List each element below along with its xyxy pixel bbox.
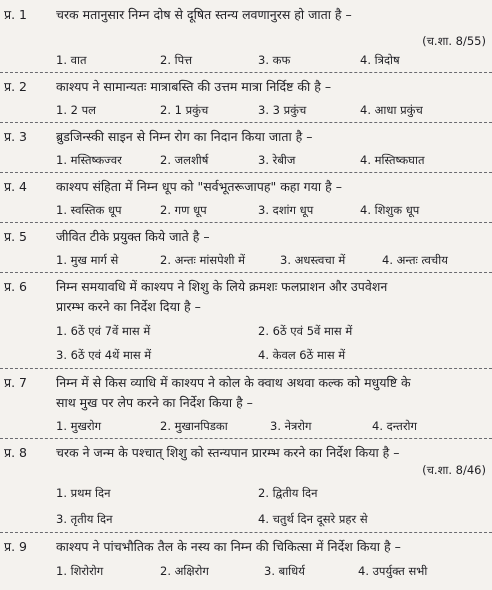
question-text: काश्यप ने सामान्यतः मात्राबस्ति की उत्तम मात्रा निर्दिष्ट की है –	[56, 79, 332, 94]
option: 4. मस्तिष्कघात	[360, 153, 425, 167]
option: 4. केवल 6ठें मास में	[258, 348, 346, 362]
option: 3. तृतीय दिन	[56, 512, 113, 526]
option: 4. अन्तः त्वचीय	[382, 253, 448, 267]
option: 3. रेबीज	[258, 153, 296, 167]
divider	[0, 272, 492, 273]
question-text: काश्यप ने पांचभौतिक तैल के नस्य का निम्न की चिकित्सा में निर्देश किया है –	[56, 539, 401, 554]
question-number: प्र. 8	[4, 445, 28, 460]
option: 1. 2 पल	[56, 103, 96, 117]
reference: (च.शा. 8/46)	[422, 463, 486, 477]
option: 4. उपर्युक्त सभी	[358, 564, 428, 578]
option: 3. 3 प्रकुंच	[258, 103, 307, 117]
divider	[0, 122, 492, 123]
option: 1. शिरोरोग	[56, 564, 104, 578]
question-text: प्रारम्भ करने का निर्देश दिया है –	[56, 299, 201, 314]
option: 1. मुख मार्ग से	[56, 253, 119, 267]
option: 1. मुखरोग	[56, 419, 102, 433]
question-text: ब्रुडजिन्स्की साइन से निम्न रोग का निदान किया जाता है –	[56, 129, 313, 144]
question-number: प्र. 9	[4, 539, 28, 554]
question-text: चरक ने जन्म के पश्चात् शिशु को स्तन्यपान प्रारम्भ करने का निर्देश किया है –	[56, 445, 400, 460]
option: 4. त्रिदोष	[360, 53, 400, 67]
option: 2. अन्तः मांसपेशी में	[160, 253, 245, 267]
question-number: प्र. 6	[4, 279, 28, 294]
question-text: साथ मुख पर लेप करने का निर्देश किया है –	[56, 395, 253, 410]
option: 1. 6ठें एवं 7वें मास में	[56, 324, 151, 338]
divider	[0, 72, 492, 73]
question-text: चरक मतानुसार निम्न दोष से दूषित स्तन्य लवणानुरस हो जाता है –	[56, 7, 352, 22]
option: 4. चतुर्थ दिन दूसरे प्रहर से	[258, 512, 368, 526]
question-number: प्र. 4	[4, 179, 28, 194]
option: 1. वात	[56, 53, 87, 67]
question-text: निम्न में से किस व्याधि में काश्यप ने कोल के क्वाथ अथवा कल्क को मधुयष्टि के	[56, 375, 411, 390]
option: 3. कफ	[258, 53, 291, 67]
reference: (च.शा. 8/55)	[422, 34, 486, 48]
question-number: प्र. 5	[4, 229, 28, 244]
question-number: प्र. 1	[4, 7, 28, 22]
divider	[0, 172, 492, 173]
divider	[0, 222, 492, 223]
option: 3. अधस्त्वचा में	[280, 253, 346, 267]
question-number: प्र. 3	[4, 129, 28, 144]
option: 2. अक्षिरोग	[160, 564, 209, 578]
option: 1. प्रथम दिन	[56, 486, 111, 500]
option: 3. 6ठें एवं 4थें मास में	[56, 348, 152, 362]
option: 1. मस्तिष्कज्वर	[56, 153, 122, 167]
option: 2. 1 प्रकुंच	[160, 103, 209, 117]
option: 4. शिशुक धूप	[360, 203, 420, 217]
option: 3. बाधिर्य	[264, 564, 305, 578]
question-number: प्र. 7	[4, 375, 28, 390]
option: 3. दशांग धूप	[258, 203, 314, 217]
option: 2. मुखानपिडका	[160, 419, 228, 433]
question-number: प्र. 2	[4, 79, 28, 94]
question-text: निम्न समयावधि में काश्यप ने शिशु के लिये क्रमशः फलप्राशन और उपवेशन	[56, 279, 388, 294]
option: 2. जलशीर्ष	[160, 153, 209, 167]
question-text: जीवित टीके प्रयुक्त किये जाते है –	[56, 229, 210, 244]
divider	[0, 438, 492, 439]
option: 4. आधा प्रकुंच	[360, 103, 423, 117]
option: 2. द्वितीय दिन	[258, 486, 318, 500]
option: 3. नेत्ररोग	[270, 419, 312, 433]
option: 2. गण धूप	[160, 203, 207, 217]
option: 4. दन्तरोग	[372, 419, 417, 433]
divider	[0, 368, 492, 369]
question-text: काश्यप संहिता में निम्न धूप को "सर्वभूतरूजापह" कहा गया है –	[56, 179, 343, 194]
option: 1. स्वस्तिक धूप	[56, 203, 122, 217]
divider	[0, 532, 492, 533]
option: 2. 6ठें एवं 5वें मास में	[258, 324, 353, 338]
option: 2. पित्त	[160, 53, 193, 67]
